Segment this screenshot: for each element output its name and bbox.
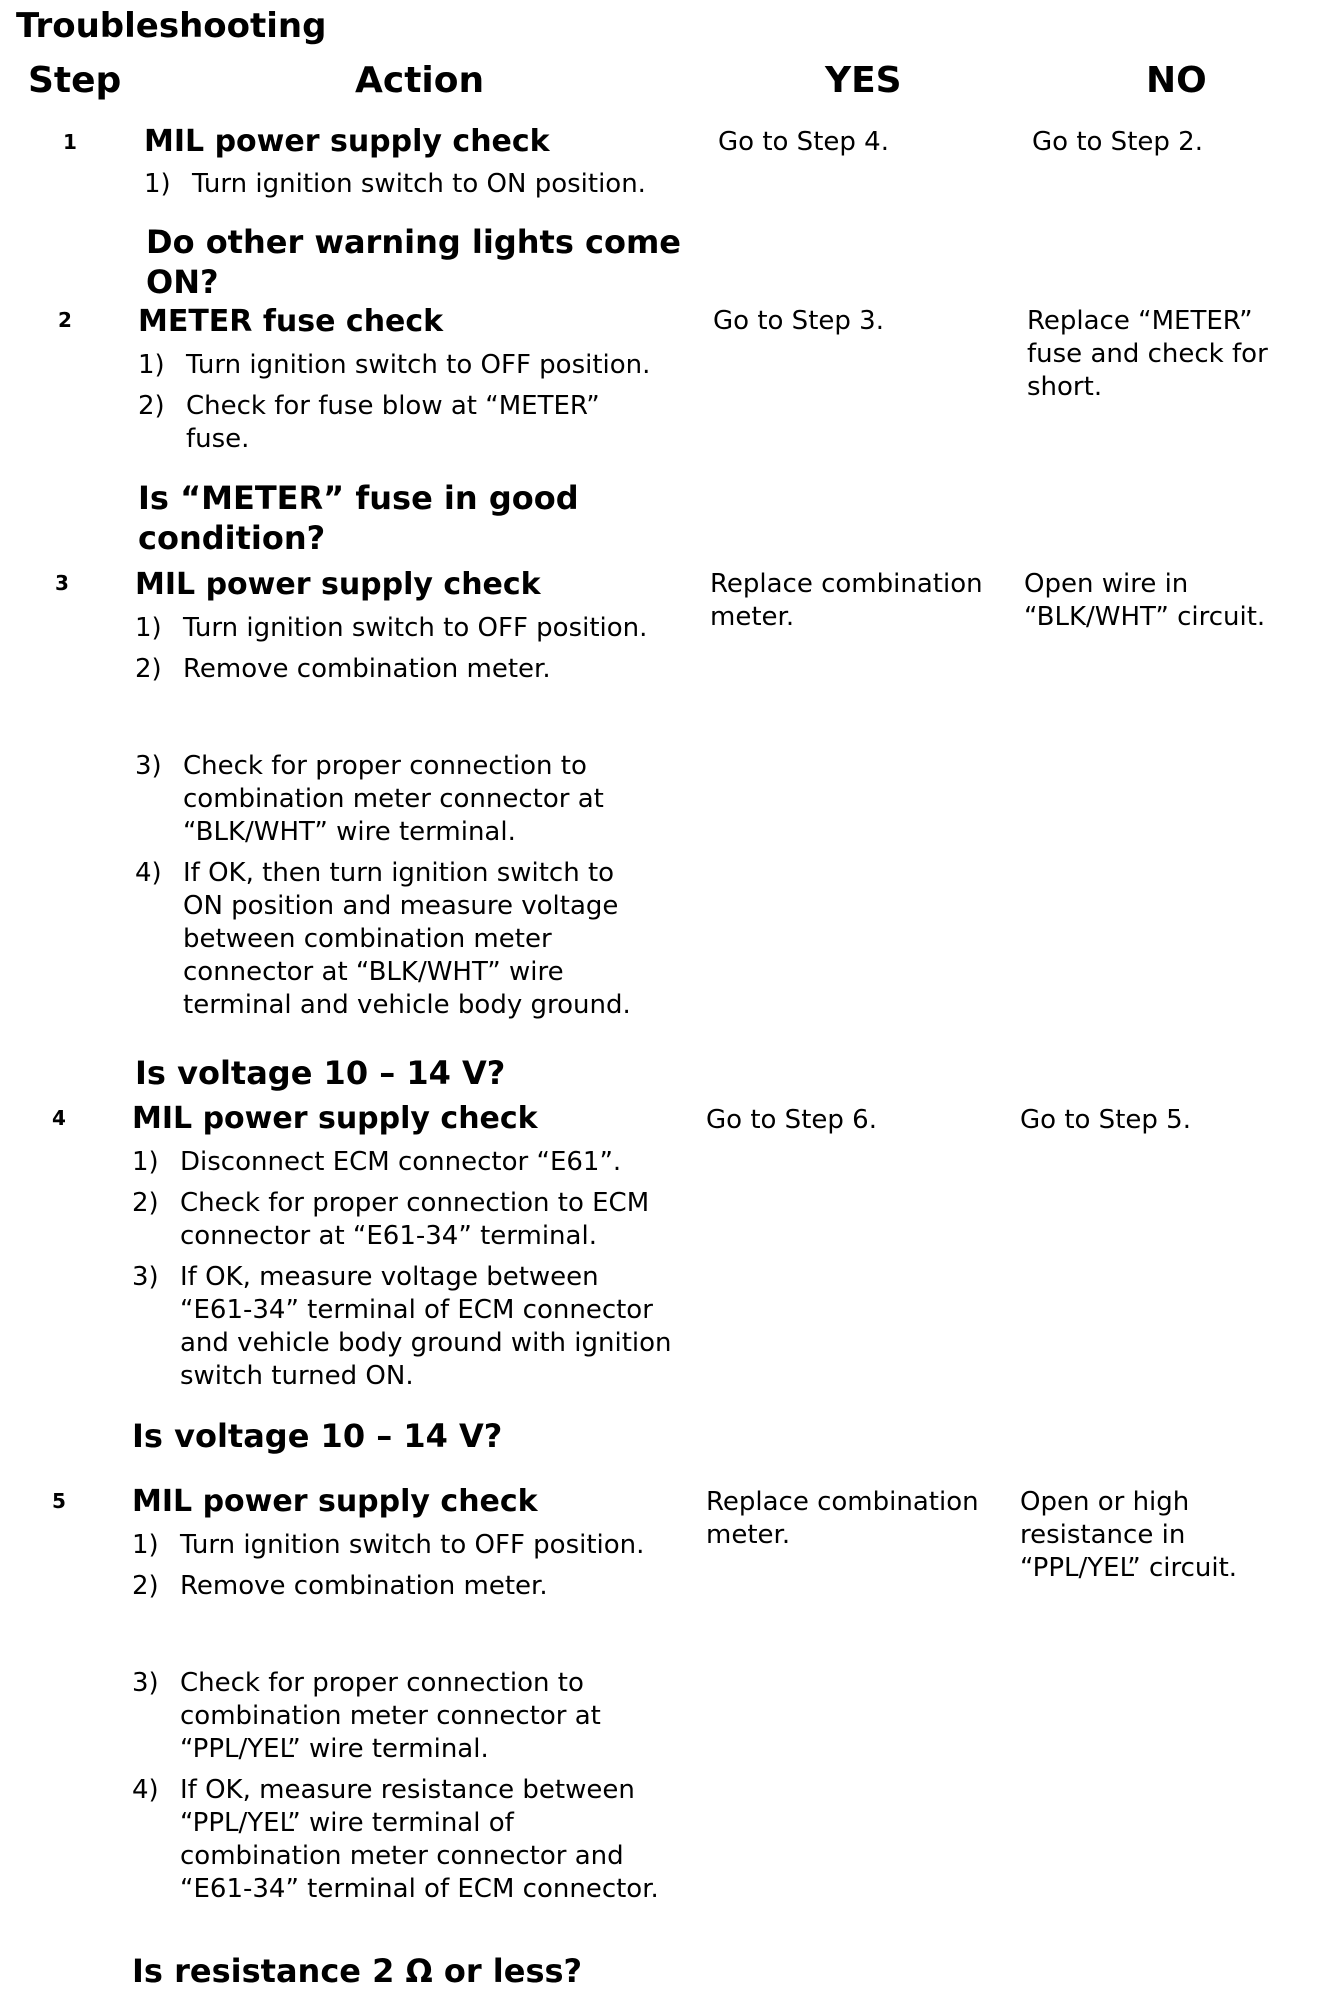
action-item <box>132 1187 687 1253</box>
action-list <box>135 612 695 1030</box>
action-item <box>132 1667 652 1766</box>
action-item-number: 2) <box>138 391 165 421</box>
yes-result: Go to Step 3. <box>713 306 884 336</box>
column-header-no: NO <box>1146 60 1207 101</box>
column-header-step: Step <box>28 60 122 101</box>
action-item <box>138 390 658 456</box>
action-item <box>132 1774 677 1906</box>
action-item <box>132 1570 692 1603</box>
yes-result: Replace combination meter. <box>706 1487 979 1550</box>
action-item-text: If OK, measure resistance between “PPL/YEL” wire terminal of combination meter connector and “E61-34” terminal of ECM connector. <box>180 1775 659 1904</box>
action-item <box>132 1146 687 1179</box>
action-list <box>132 1146 687 1401</box>
action-item-number: 2) <box>135 654 162 684</box>
action-item <box>138 349 693 382</box>
step-title: METER fuse check <box>138 304 444 339</box>
yes-result: Replace combination meter. <box>710 569 983 632</box>
action-item-number: 3) <box>135 751 162 781</box>
action-list <box>144 168 684 209</box>
action-item <box>135 653 695 686</box>
action-item <box>144 168 684 201</box>
action-item-text: Turn ignition switch to ON position. <box>192 169 646 199</box>
action-item-number: 2) <box>132 1571 159 1601</box>
step-number: 4 <box>52 1106 66 1130</box>
yes-result: Go to Step 4. <box>718 127 889 157</box>
action-item-number: 3) <box>132 1668 159 1698</box>
action-item-text: Check for proper connection to ECM connector at “E61-34” terminal. <box>180 1188 650 1251</box>
action-item-text: Check for fuse blow at “METER” fuse. <box>186 391 600 454</box>
yes-result: Go to Step 6. <box>706 1105 877 1135</box>
action-item-text: If OK, measure voltage between “E61-34” terminal of ECM connector and vehicle body ground with ignition switch turned ON. <box>180 1262 672 1391</box>
no-result: Go to Step 2. <box>1032 127 1203 157</box>
step-number: 5 <box>52 1489 66 1513</box>
action-item-text: Check for proper connection to combination meter connector at “PPL/YEL” wire terminal. <box>180 1668 601 1764</box>
step-number: 2 <box>58 308 72 332</box>
step-title: MIL power supply check <box>132 1484 538 1519</box>
action-item-number: 1) <box>135 613 162 643</box>
action-item-number: 1) <box>132 1530 159 1560</box>
action-item-text: Disconnect ECM connector “E61”. <box>180 1147 622 1177</box>
step-title: MIL power supply check <box>135 567 541 602</box>
no-result: Open or high resistance in “PPL/YEL” circuit. <box>1020 1487 1238 1583</box>
action-item-number: 1) <box>144 169 171 199</box>
action-item-text: If OK, then turn ignition switch to ON position and measure voltage between combination meter connector at “BLK/WHT” wire terminal and vehicle body ground. <box>183 858 631 1020</box>
step-number: 3 <box>55 571 69 595</box>
column-header-action: Action <box>355 60 485 101</box>
action-item-number: 1) <box>132 1147 159 1177</box>
action-item-number: 2) <box>132 1188 159 1218</box>
column-header-yes: YES <box>825 60 902 101</box>
action-item-text: Turn ignition switch to OFF position. <box>180 1530 645 1560</box>
action-item-text: Remove combination meter. <box>180 1571 548 1601</box>
action-item-number: 3) <box>132 1262 159 1292</box>
action-item <box>135 750 655 849</box>
step-question: Is voltage 10 – 14 V? <box>135 1054 506 1092</box>
step-question: Do other warning lights come ON? <box>146 223 681 301</box>
step-title: MIL power supply check <box>132 1101 538 1136</box>
no-result: Replace “METER” fuse and check for short. <box>1027 306 1268 402</box>
action-item <box>132 1529 692 1562</box>
action-list <box>132 1529 692 1914</box>
action-item <box>132 1261 672 1393</box>
action-item <box>135 612 695 645</box>
action-item-number: 4) <box>135 858 162 888</box>
action-item-text: Turn ignition switch to OFF position. <box>183 613 648 643</box>
step-question: Is resistance 2 Ω or less? <box>132 1952 583 1990</box>
step-question: Is “METER” fuse in good condition? <box>138 479 579 557</box>
no-result: Open wire in “BLK/WHT” circuit. <box>1024 569 1266 632</box>
step-title: MIL power supply check <box>144 124 550 159</box>
action-item-number: 1) <box>138 350 165 380</box>
action-item-number: 4) <box>132 1775 159 1805</box>
action-item-text: Remove combination meter. <box>183 654 551 684</box>
action-item-text: Turn ignition switch to OFF position. <box>186 350 651 380</box>
no-result: Go to Step 5. <box>1020 1105 1191 1135</box>
action-item-text: Check for proper connection to combination meter connector at “BLK/WHT” wire terminal. <box>183 751 604 847</box>
action-list <box>138 349 693 464</box>
action-item <box>135 857 655 1022</box>
page-title: Troubleshooting <box>16 6 327 46</box>
step-question: Is voltage 10 – 14 V? <box>132 1417 503 1455</box>
step-number: 1 <box>63 130 77 154</box>
